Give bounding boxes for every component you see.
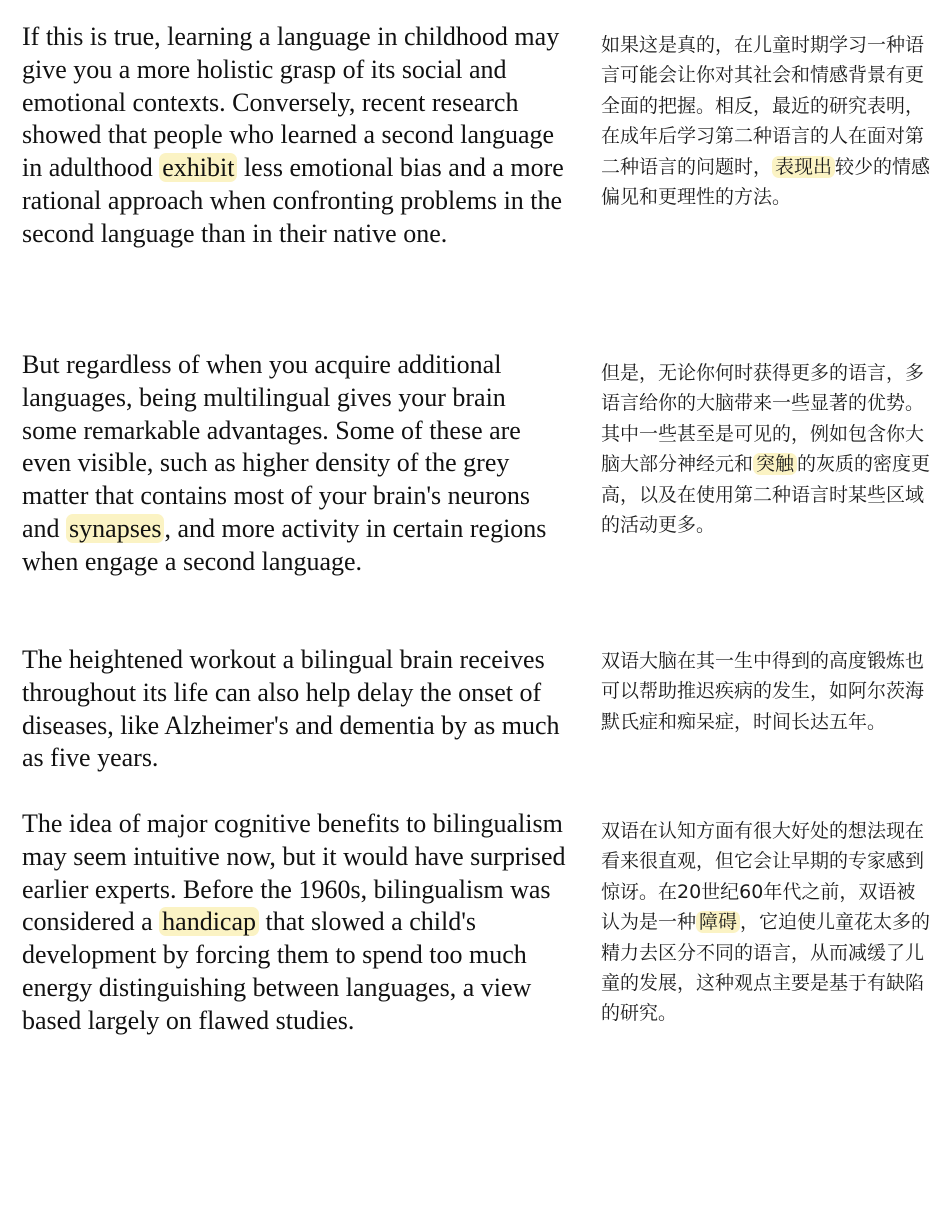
english-paragraph-3 xyxy=(22,644,567,775)
chinese-paragraph-1 xyxy=(601,30,931,212)
text-before: The idea of major cognitive benefits to bilingualism may seem intuitive now, but it would have surprised earlier experts. Before the 1960s, bilingualism was considered a xyxy=(22,809,566,937)
text-before: 但是，无论你何时获得更多的语言，多语言给你的大脑带来一些显著的优势。其中一些甚至是可见的，例如包含你大脑大部分神经元和 xyxy=(601,362,925,476)
chinese-paragraph-2 xyxy=(601,358,931,540)
highlighted-word: 表现出 xyxy=(772,156,835,178)
english-paragraph-2 xyxy=(22,349,567,579)
chinese-paragraph-4 xyxy=(601,816,931,1029)
text-before: The heightened workout a bilingual brain receives throughout its life can also help delay the onset of diseases, like Alzheimer's and dementia by as much as five years. xyxy=(22,645,560,773)
text-before: If this is true, learning a language in childhood may give you a more holistic grasp of its social and emotional contexts. Conversely, recent research showed that people who learned a second language in adulthood xyxy=(22,22,560,183)
highlighted-word: 突触 xyxy=(753,453,797,475)
english-paragraph-1 xyxy=(22,21,567,251)
text-after: that slowed a child's development by forcing them to spend too much energy distinguishing between languages, a view based largely on flawed studies. xyxy=(22,907,532,1035)
highlighted-word: exhibit xyxy=(159,153,237,182)
text-after: ，它迫使儿童花太多的精力去区分不同的语言，从而减缓了儿童的发展，这种观点主要是基于有缺陷的研究。 xyxy=(601,911,931,1025)
highlighted-word: 障碍 xyxy=(696,911,740,933)
text-before: 双语在认知方面有很大好处的想法现在看来很直观，但它会让早期的专家感到惊讶。在20世纪60年代之前，双语被认为是一种 xyxy=(601,820,925,934)
highlighted-word: handicap xyxy=(159,907,259,936)
text-before: 如果这是真的，在儿童时期学习一种语言可能会让你对其社会和情感背景有更全面的把握。相反，最近的研究表明，在成年后学习第二种语言的人在面对第二种语言的问题时， xyxy=(601,34,925,178)
text-after: , and more activity in certain regions when engage a second language. xyxy=(22,513,547,576)
text-after: less emotional bias and a more rational approach when confronting problems in the second language than in their native one. xyxy=(22,153,564,248)
english-paragraph-4 xyxy=(22,808,567,1038)
text-before: 双语大脑在其一生中得到的高度锻炼也可以帮助推迟疾病的发生，如阿尔茨海默氏症和痴呆症，时间长达五年。 xyxy=(601,650,925,733)
text-after: 较少的情感偏见和更理性的方法。 xyxy=(601,155,931,209)
chinese-paragraph-3 xyxy=(601,646,931,737)
text-before: But regardless of when you acquire additional languages, being multilingual gives your brain some remarkable advantages. Some of these are even visible, such as higher density of the grey matter that contains most of your brain's neurons and xyxy=(22,350,530,543)
highlighted-word: synapses xyxy=(66,514,164,543)
text-after: 的灰质的密度更高，以及在使用第二种语言时某些区域的活动更多。 xyxy=(601,453,931,537)
